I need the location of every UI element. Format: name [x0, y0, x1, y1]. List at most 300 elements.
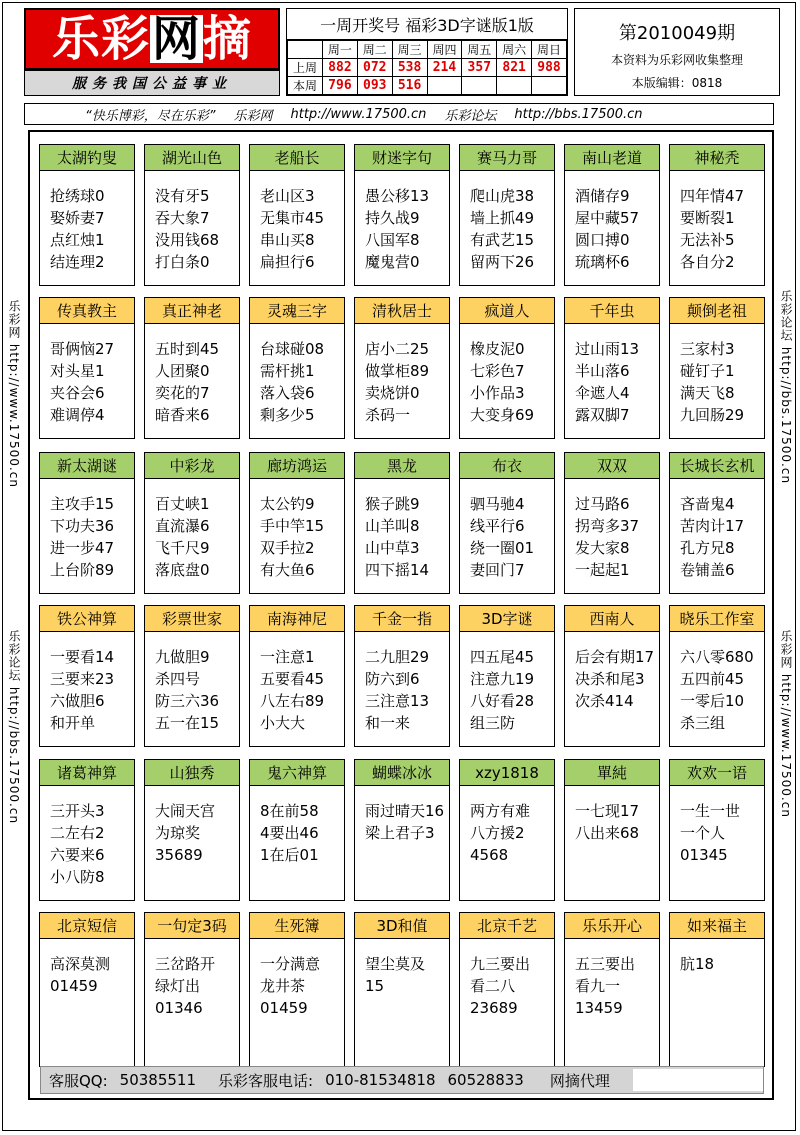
riddle-card [249, 452, 345, 594]
card-line: 伞遮人4 [575, 384, 630, 402]
card-title: 黑龙 [355, 453, 449, 479]
riddle-card [249, 144, 345, 286]
card-line [680, 1019, 764, 1041]
card-title: xzy1818 [460, 760, 554, 786]
card-body [355, 939, 449, 1041]
card-line [575, 866, 659, 888]
side-text-left-bottom: 乐彩论坛 http://bbs.17500.cn [7, 630, 21, 825]
card-line: 一要看14 [50, 648, 115, 666]
qq-label: 客服QQ: [49, 1071, 108, 1090]
draw-days-row [288, 41, 567, 59]
card-line: 八国军8 [365, 231, 420, 249]
card-title: 山独秀 [145, 760, 239, 786]
draw-number: 882 [323, 59, 358, 77]
card-title: 單純 [565, 760, 659, 786]
card-line [680, 866, 764, 888]
card-line [365, 866, 449, 888]
card-line: 01346 [155, 999, 203, 1017]
card-body [145, 479, 239, 581]
card-line: 和一来 [365, 714, 411, 732]
card-body [355, 479, 449, 581]
card-title: 鬼六神算 [250, 760, 344, 786]
card-line: 13459 [575, 999, 623, 1017]
draw-number: 796 [323, 77, 358, 95]
card-line: 拐弯多37 [575, 517, 640, 535]
card-line: 01459 [260, 999, 308, 1017]
draw-number [497, 77, 532, 95]
card-line [260, 866, 344, 888]
card-body [355, 632, 449, 734]
card-line: 九三要出 [470, 955, 531, 973]
day-cell: 周五 [462, 41, 497, 59]
card-line: 上台阶89 [50, 561, 115, 579]
card-body [40, 939, 134, 1041]
riddle-card [354, 759, 450, 901]
card-title: 神秘秃 [670, 145, 764, 171]
card-title: 彩票世家 [145, 606, 239, 632]
card-line: 大闹天宫 [155, 802, 216, 820]
card-line: 打白条0 [155, 253, 210, 271]
card-body [40, 479, 134, 581]
card-line [155, 866, 239, 888]
card-body [565, 479, 659, 581]
riddle-card [39, 297, 135, 439]
riddle-card [39, 605, 135, 747]
card-line: 做掌柜89 [365, 362, 430, 380]
day-cell: 周六 [497, 41, 532, 59]
card-line: 三要来23 [50, 670, 115, 688]
logo [24, 8, 280, 70]
card-line: 23689 [470, 999, 518, 1017]
card-line: 魔鬼营0 [365, 253, 420, 271]
card-title: 千金一指 [355, 606, 449, 632]
card-line: 店小二25 [365, 340, 430, 358]
draw-number [462, 77, 497, 95]
card-line: 两方有难 [470, 802, 531, 820]
card-line: 次杀414 [575, 692, 634, 710]
riddle-card [39, 144, 135, 286]
card-title: 如来福主 [670, 913, 764, 939]
card-line: 四五尾45 [470, 648, 535, 666]
card-title: 老船长 [250, 145, 344, 171]
card-line: 三注意13 [365, 692, 430, 710]
card-title: 3D和值 [355, 913, 449, 939]
card-title: 颠倒老祖 [670, 298, 764, 324]
card-line: 无法补5 [680, 231, 735, 249]
card-line: 山羊叫8 [365, 517, 420, 535]
riddle-card [39, 759, 135, 901]
card-line [470, 1019, 554, 1041]
draw-number [532, 77, 567, 95]
card-line: 七彩色7 [470, 362, 525, 380]
editor-note: 本版编辑：0818 [631, 76, 723, 90]
logo-text-c: 摘 [203, 11, 253, 67]
card-body [355, 786, 449, 888]
card-line: 留两下26 [470, 253, 535, 271]
card-line: 后会有期17 [575, 648, 655, 666]
source-note: 本资料为乐彩网收集整理 [610, 53, 743, 67]
card-line: 有武艺15 [470, 231, 535, 249]
draw-number: 988 [532, 59, 567, 77]
phone-number-2: 60528833 [447, 1071, 524, 1089]
card-title: 北京千艺 [460, 913, 554, 939]
card-body [460, 324, 554, 426]
card-body [670, 939, 764, 1041]
riddle-card [459, 912, 555, 1067]
card-line: 人团聚0 [155, 362, 210, 380]
card-line: 卷铺盖6 [680, 561, 735, 579]
card-line: 手中竿15 [260, 517, 325, 535]
card-line: 对头星1 [50, 362, 105, 380]
card-title: 一句定3码 [145, 913, 239, 939]
riddle-card [249, 759, 345, 901]
issue-number: 第2010049期 [618, 23, 736, 44]
card-line: 杀三组 [680, 714, 726, 732]
card-line: 防六到6 [365, 670, 420, 688]
card-title: 湖光山色 [145, 145, 239, 171]
card-body [250, 786, 344, 888]
card-line: 爬山虎38 [470, 187, 535, 205]
card-line: 一起起1 [575, 561, 630, 579]
day-cell: 周日 [532, 41, 567, 59]
riddle-card [669, 605, 765, 747]
card-line: 小大大 [260, 714, 306, 732]
card-line: 孔方兄8 [680, 539, 735, 557]
card-line: 八方援2 [470, 824, 525, 842]
card-line: 防三六36 [155, 692, 220, 710]
card-line: 二左右2 [50, 824, 105, 842]
riddle-card [144, 144, 240, 286]
card-line: 六八零680 [680, 648, 754, 666]
card-line: 飞千尺9 [155, 539, 210, 557]
card-line: 注意九19 [470, 670, 535, 688]
riddle-card [144, 759, 240, 901]
this-week-row [288, 77, 567, 95]
card-body [565, 786, 659, 888]
card-body [250, 632, 344, 734]
card-line [365, 1019, 449, 1041]
card-line: 杀码一 [365, 406, 411, 424]
last-week-label: 上周 [288, 59, 323, 77]
riddle-card [354, 452, 450, 594]
riddle-card [144, 605, 240, 747]
riddle-card [249, 605, 345, 747]
card-title: 晓乐工作室 [670, 606, 764, 632]
card-title: 北京短信 [40, 913, 134, 939]
side-text-right-top: 乐彩论坛 http://bbs.17500.cn [779, 290, 793, 485]
site-name: 乐彩网 [233, 108, 273, 124]
card-line: 持久战9 [365, 209, 420, 227]
card-line: 抢绣球0 [50, 187, 105, 205]
card-title: 蝴蝶冰冰 [355, 760, 449, 786]
card-line: 没有牙5 [155, 187, 210, 205]
card-line: 墙上抓49 [470, 209, 535, 227]
card-line: 猴子跳9 [365, 495, 420, 513]
riddle-card [669, 297, 765, 439]
card-line: 半山落6 [575, 362, 630, 380]
card-line: 4568 [470, 846, 509, 864]
card-line [575, 1019, 659, 1041]
card-body [145, 171, 239, 273]
card-line: 一分满意 [260, 955, 321, 973]
card-title: 南海神尼 [250, 606, 344, 632]
card-line: 六要来6 [50, 846, 105, 864]
card-body [145, 324, 239, 426]
card-line: 百丈峡1 [155, 495, 210, 513]
card-line: 35689 [155, 846, 203, 864]
card-line [155, 1019, 239, 1041]
riddle-card [459, 759, 555, 901]
card-body [40, 171, 134, 273]
card-line: 夹谷会6 [50, 384, 105, 402]
card-body [250, 324, 344, 426]
card-line [50, 1019, 134, 1041]
card-line: 下功夫36 [50, 517, 115, 535]
card-line [50, 997, 134, 1019]
card-line: 圆口搏0 [575, 231, 630, 249]
card-body [460, 632, 554, 734]
card-title: 欢欢一语 [670, 760, 764, 786]
card-body [250, 479, 344, 581]
card-title: 千年虫 [565, 298, 659, 324]
card-line: 五一在15 [155, 714, 220, 732]
day-cell: 周一 [323, 41, 358, 59]
card-line: 看二八 [470, 977, 516, 995]
card-line: 无集市45 [260, 209, 325, 227]
card-title: 财迷字句 [355, 145, 449, 171]
draw-number [427, 77, 462, 95]
card-body [670, 171, 764, 273]
card-title: 3D字谜 [460, 606, 554, 632]
logo-text-b: 网 [151, 11, 201, 67]
card-title: 南山老道 [565, 145, 659, 171]
card-line: 娶娇妻7 [50, 209, 105, 227]
card-body [145, 632, 239, 734]
riddle-card [354, 297, 450, 439]
card-line: 过马路6 [575, 495, 630, 513]
card-line: 4要出46 [260, 824, 319, 842]
card-line: 看九一 [575, 977, 621, 995]
card-line: 奕花的7 [155, 384, 210, 402]
card-body [355, 171, 449, 273]
url-bar [24, 103, 774, 125]
riddle-card [459, 144, 555, 286]
card-line: 望尘莫及 [365, 955, 426, 973]
card-line: 线平行6 [470, 517, 525, 535]
card-title: 清秋居士 [355, 298, 449, 324]
card-line: 为琼奖 [155, 824, 201, 842]
riddle-card [354, 605, 450, 747]
card-line: 屋中藏57 [575, 209, 640, 227]
card-title: 铁公神算 [40, 606, 134, 632]
card-line: 三岔路开 [155, 955, 216, 973]
card-body [250, 939, 344, 1041]
card-body [460, 479, 554, 581]
card-line: 杀四号 [155, 670, 201, 688]
card-line: 决杀和尾3 [575, 670, 645, 688]
phone-label: 乐彩客服电话: [218, 1071, 314, 1090]
card-body [565, 939, 659, 1041]
card-line: 8在前58 [260, 802, 319, 820]
card-line: 大变身69 [470, 406, 535, 424]
card-line: 要断裂1 [680, 209, 735, 227]
card-line: 太公钓9 [260, 495, 315, 513]
card-line: 绕一圈01 [470, 539, 535, 557]
card-title: 中彩龙 [145, 453, 239, 479]
riddle-card [564, 759, 660, 901]
card-line [365, 997, 449, 1019]
riddle-card [354, 144, 450, 286]
draw-number: 093 [357, 77, 392, 95]
card-line: 各自分2 [680, 253, 735, 271]
card-line: 一生一世 [680, 802, 741, 820]
card-line: 九回肠29 [680, 406, 745, 424]
card-line: 发大家8 [575, 539, 630, 557]
card-line: 梁上君子3 [365, 824, 435, 842]
card-line: 难调停4 [50, 406, 105, 424]
card-line: 吝啬鬼4 [680, 495, 735, 513]
card-line: 二九胆29 [365, 648, 430, 666]
card-line: 九做胆9 [155, 648, 210, 666]
riddle-card [564, 912, 660, 1067]
agent-label: 网摘代理 [549, 1071, 610, 1090]
riddle-card [669, 452, 765, 594]
card-title: 灵魂三字 [250, 298, 344, 324]
card-line: 小作品3 [470, 384, 525, 402]
card-title: 生死簿 [250, 913, 344, 939]
card-line: 满天飞8 [680, 384, 735, 402]
card-title: 廊坊鸿运 [250, 453, 344, 479]
card-line: 吞大象7 [155, 209, 210, 227]
card-line: 驷马驰4 [470, 495, 525, 513]
card-body [145, 786, 239, 888]
card-line: 一个人 [680, 824, 726, 842]
card-body [565, 324, 659, 426]
site-link[interactable]: http://www.17500.cn [290, 106, 427, 122]
card-line: 五三要出 [575, 955, 636, 973]
forum-name: 乐彩论坛 [444, 108, 497, 124]
card-line [575, 712, 659, 734]
card-line: 老山区3 [260, 187, 315, 205]
side-text-left-top: 乐彩网 http://www.17500.cn [7, 300, 21, 488]
slogan: 服务我国公益事业 [24, 70, 280, 96]
logo-text-a: 乐彩 [51, 11, 150, 67]
card-body [565, 632, 659, 734]
day-cell: 周三 [392, 41, 427, 59]
card-body [355, 324, 449, 426]
forum-link[interactable]: http://bbs.17500.cn [514, 106, 643, 122]
card-line: 山中草3 [365, 539, 420, 557]
riddle-card [144, 912, 240, 1067]
card-line: 八好看28 [470, 692, 535, 710]
card-line: 需杆挑1 [260, 362, 315, 380]
riddle-card [249, 297, 345, 439]
card-line: 点红烛1 [50, 231, 105, 249]
card-line: 小八防8 [50, 868, 105, 886]
card-line: 五四前45 [680, 670, 745, 688]
card-title: 传真教主 [40, 298, 134, 324]
card-body [40, 786, 134, 888]
card-line: 落入袋6 [260, 384, 315, 402]
riddle-card [669, 144, 765, 286]
card-line: 露双脚7 [575, 406, 630, 424]
card-title: 布衣 [460, 453, 554, 479]
card-line: 暗香来6 [155, 406, 210, 424]
card-line: 愚公移13 [365, 187, 430, 205]
card-line: 落底盘0 [155, 561, 210, 579]
card-line: 1在后01 [260, 846, 319, 864]
riddle-card [564, 605, 660, 747]
draw-table [287, 40, 567, 95]
motto: “快乐博彩，尽在乐彩” [85, 108, 216, 124]
card-line: 五要看45 [260, 670, 325, 688]
card-title: 真正神老 [145, 298, 239, 324]
card-line: 高深莫测 [50, 955, 111, 973]
card-line: 剩多少5 [260, 406, 315, 424]
card-body [670, 786, 764, 888]
card-line: 三家村3 [680, 340, 735, 358]
draw-title: 一周开奖号 福彩3D字谜版1版 [287, 9, 567, 40]
draw-number: 072 [357, 59, 392, 77]
this-week-label: 本周 [288, 77, 323, 95]
qq-number: 50385511 [119, 1071, 197, 1089]
riddle-card [39, 912, 135, 1067]
draw-results [286, 8, 568, 96]
card-title: 新太湖谜 [40, 453, 134, 479]
card-line: 扁担行6 [260, 253, 315, 271]
card-title: 太湖钓叟 [40, 145, 134, 171]
card-body [145, 939, 239, 1041]
card-line: 进一步47 [50, 539, 115, 557]
card-line: 酒储存9 [575, 187, 630, 205]
card-line: 台球碰08 [260, 340, 325, 358]
card-line: 八出来68 [575, 824, 640, 842]
card-line [365, 844, 449, 866]
side-text-right-bottom: 乐彩网 http://www.17500.cn [779, 630, 793, 818]
card-line: 组三防 [470, 714, 516, 732]
card-line [680, 997, 764, 1019]
phone-number: 010-81534818 [325, 1071, 436, 1089]
card-line: 主攻手15 [50, 495, 115, 513]
riddle-card [564, 144, 660, 286]
day-cell: 周二 [357, 41, 392, 59]
card-line: 五时到45 [155, 340, 220, 358]
agent-blank [633, 1069, 763, 1091]
card-title: 西南人 [565, 606, 659, 632]
draw-number: 357 [462, 59, 497, 77]
card-line: 肮18 [680, 955, 715, 973]
card-line: 三开头3 [50, 802, 105, 820]
card-body [460, 171, 554, 273]
card-body [40, 632, 134, 734]
riddle-card [39, 452, 135, 594]
card-line [260, 1019, 344, 1041]
footer-contact [40, 1066, 764, 1094]
card-line: 六做胆6 [50, 692, 105, 710]
card-body [670, 632, 764, 734]
riddle-grid [28, 130, 774, 1100]
card-line: 和开单 [50, 714, 96, 732]
day-cell: 周四 [427, 41, 462, 59]
card-line: 01459 [50, 977, 98, 995]
card-body [565, 171, 659, 273]
card-title: 乐乐开心 [565, 913, 659, 939]
draw-number: 538 [392, 59, 427, 77]
card-body [670, 479, 764, 581]
card-line: 串山买8 [260, 231, 315, 249]
card-line: 四下摇14 [365, 561, 430, 579]
card-body [460, 939, 554, 1041]
